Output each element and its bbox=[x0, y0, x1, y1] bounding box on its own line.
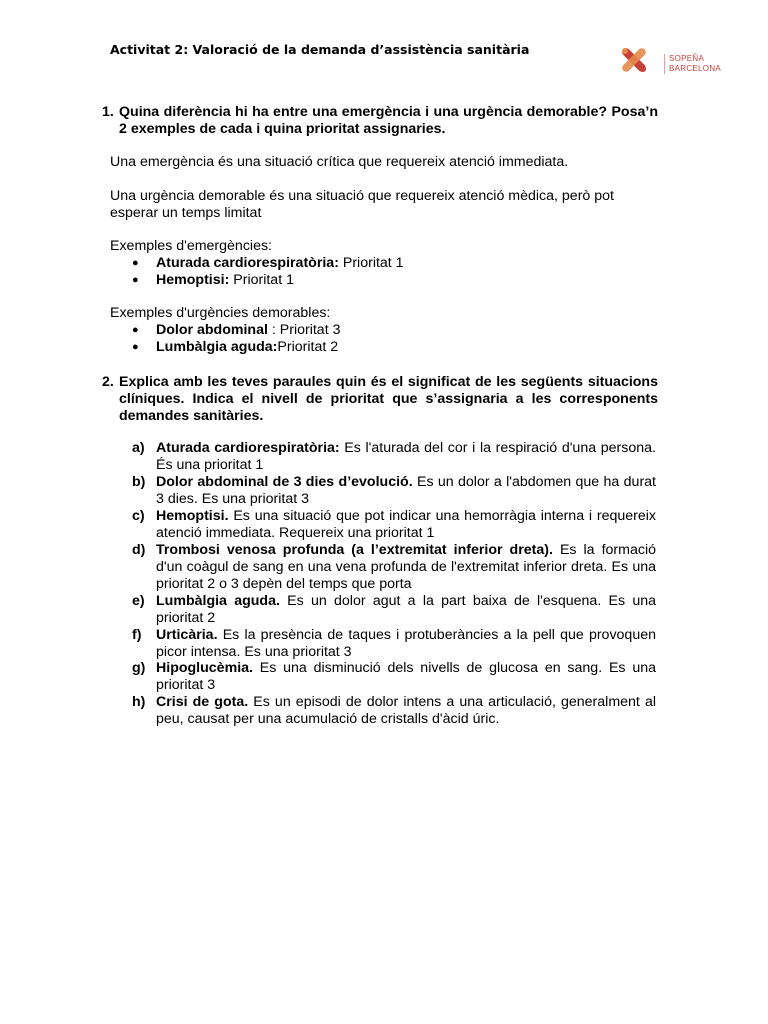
list-item-bold: Dolor abdominal de 3 dies d’evolució. bbox=[156, 474, 413, 490]
answer-1-paragraph-emergency: Una emergència és una situació crítica que requereix atenció immediata. bbox=[110, 154, 569, 170]
list-item-bold: Dolor abdominal bbox=[156, 322, 268, 338]
list-item-text: Es una situació que pot indicar una hemorràgia interna i requereix atenció immediata. Requereix una prioritat 1 bbox=[156, 508, 656, 541]
list-item-letter: g) bbox=[132, 660, 146, 676]
logo-text bbox=[664, 54, 721, 74]
list-item-bold: Hipoglucèmia. bbox=[156, 660, 253, 676]
list-item-bold: Aturada cardiorespiratòria: bbox=[156, 255, 339, 271]
bullet-icon: ● bbox=[132, 324, 139, 336]
list-item-text: Es un dolor agut a la part baixa de l'esquena. Es una prioritat 2 bbox=[156, 593, 657, 626]
bullet-icon: ● bbox=[132, 257, 139, 269]
list-item-text: : Prioritat 3 bbox=[267, 322, 341, 338]
list-item bbox=[132, 627, 656, 661]
list-item-text: Es la presència de taques i protuberàncies a la pell que provoquen picor intensa. Es una prioritat 3 bbox=[156, 627, 656, 660]
list-item-letter: h) bbox=[132, 694, 146, 710]
list-item-bold: Crisi de gota. bbox=[156, 694, 249, 710]
question-1 bbox=[102, 104, 658, 138]
list-item-text: Es la formació d'un coàgul de sang en una vena profunda de l'extremitat inferior dreta. Es una prioritat 2 o 3 depèn del temps que porta bbox=[156, 542, 656, 592]
question-1-text: Quina diferència hi ha entre una emergència i una urgència demorable? Posa’n 2 exemples de cada i quina prioritat assignaries. bbox=[119, 104, 658, 137]
list-item bbox=[132, 474, 656, 508]
logo-text-line2: BARCELONA bbox=[669, 64, 722, 73]
emergency-examples-title: Exemples d'emergències: bbox=[110, 238, 272, 254]
list-item-text: Es l'aturada del cor i la respiració d'una persona. És una prioritat 1 bbox=[156, 440, 656, 473]
list-item-bold: Aturada cardiorespiratòria: bbox=[156, 440, 340, 456]
list-item bbox=[132, 694, 656, 728]
list-item-bold: Lumbàlgia aguda. bbox=[156, 593, 280, 609]
list-item-bold: Hemoptisi: bbox=[156, 272, 230, 288]
list-item-letter: d) bbox=[132, 542, 146, 558]
list-item bbox=[132, 440, 656, 474]
list-item-letter: b) bbox=[132, 474, 146, 490]
list-item bbox=[132, 593, 656, 627]
question-2-number: 2. bbox=[102, 374, 114, 390]
urgency-examples-title: Exemples d'urgències demorables: bbox=[110, 305, 331, 321]
logo-text-line1: SOPEÑA bbox=[669, 54, 705, 63]
list-item-text: Es una disminució dels nivells de glucosa en sang. Es una prioritat 3 bbox=[156, 660, 656, 693]
list-item bbox=[132, 508, 656, 542]
list-item-bold: Trombosi venosa profunda (a l’extremitat inferior dreta). bbox=[156, 542, 553, 558]
sopena-barcelona-logo bbox=[614, 42, 722, 82]
question-1-number: 1. bbox=[102, 104, 114, 120]
list-item-letter: a) bbox=[132, 440, 145, 456]
list-item-text: Es un dolor a l'abdomen que ha durat 3 dies. Es una prioritat 3 bbox=[156, 474, 656, 507]
list-item-bold: Urticària. bbox=[156, 627, 218, 643]
list-item-text: Prioritat 2 bbox=[277, 339, 339, 355]
list-item-text: Prioritat 1 bbox=[338, 255, 404, 271]
list-item-text: Es un episodi de dolor intens a una articulació, generalment al peu, causat per una acumulació de cristalls d'àcid úric. bbox=[156, 694, 656, 727]
question-2 bbox=[102, 374, 658, 425]
list-item-text: Prioritat 1 bbox=[229, 272, 294, 288]
answer-1-paragraph-urgency: Una urgència demorable és una situació que requereix atenció mèdica, però pot esperar un temps limitat bbox=[110, 188, 614, 221]
list-item-letter: e) bbox=[132, 593, 145, 609]
list-item-bold: Hemoptisi. bbox=[156, 508, 229, 524]
bullet-icon: ● bbox=[132, 341, 139, 353]
bullet-icon: ● bbox=[132, 274, 139, 286]
logo-cross-icon bbox=[614, 42, 658, 82]
list-item bbox=[132, 660, 656, 694]
list-item-letter: c) bbox=[132, 508, 145, 524]
document-header-title: Activitat 2: Valoració de la demanda d’assistència sanitària bbox=[110, 42, 530, 57]
list-item bbox=[132, 542, 656, 593]
list-item-bold: Lumbàlgia aguda: bbox=[156, 339, 278, 355]
list-item-letter: f) bbox=[132, 627, 142, 643]
question-2-text: Explica amb les teves paraules quin és el significat de les següents situacions clíniques. Indica el nivell de prioritat que s’assignaria a les corresponents demandes sanitàries. bbox=[119, 374, 658, 424]
